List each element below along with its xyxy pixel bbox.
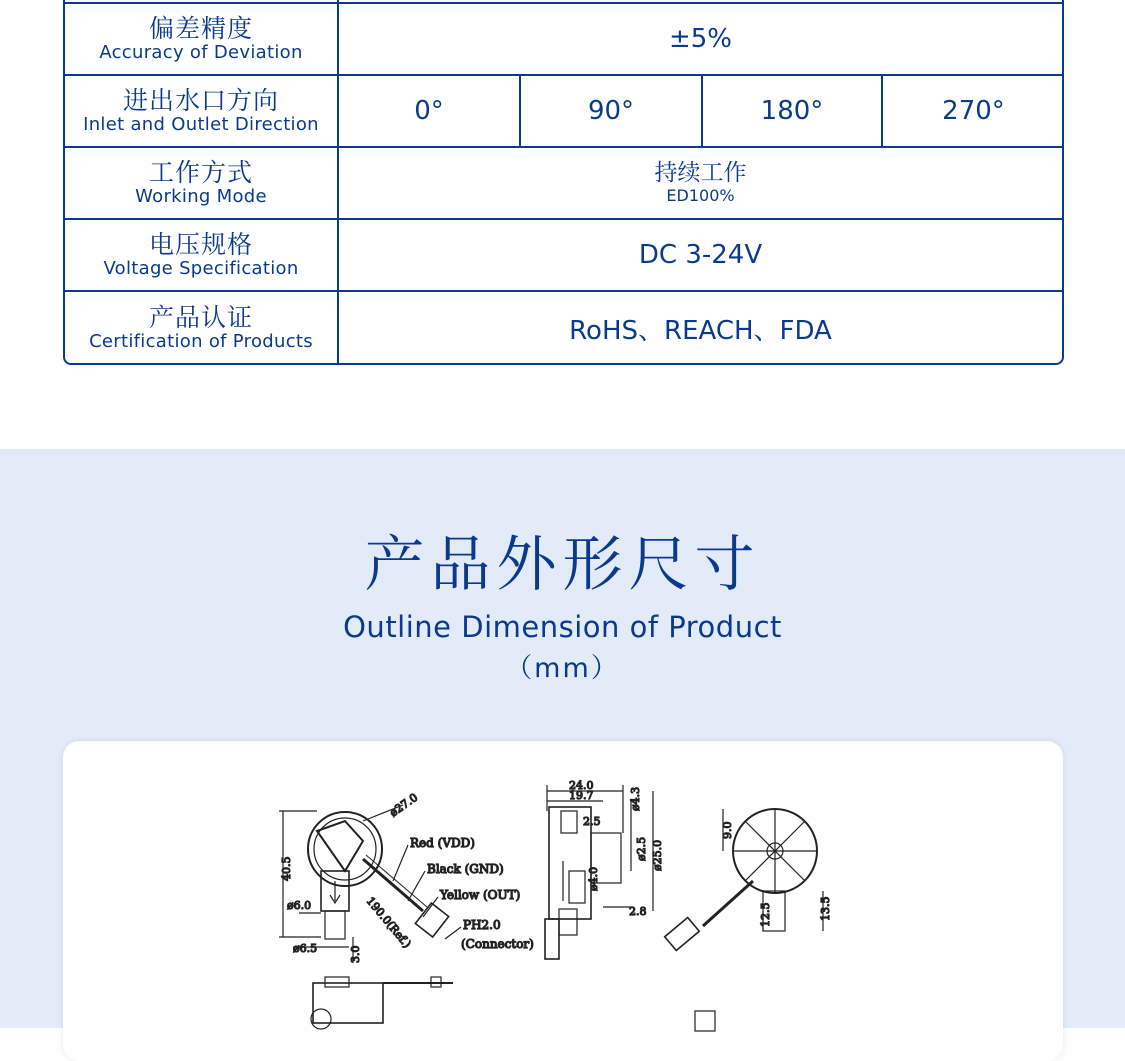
label-cell (65, 292, 339, 364)
value-cn: 持续工作 (654, 160, 747, 186)
dim-label: 24.0 (569, 779, 594, 792)
value-en: ED100% (666, 186, 735, 205)
table-row-certification (65, 292, 1062, 364)
connector-type-label: (Connector) (461, 937, 534, 951)
dim-label: 2.8 (629, 905, 647, 918)
dim-label: 19.7 (569, 789, 594, 802)
label-en: Accuracy of Deviation (99, 42, 303, 63)
wire-label-yellow: Yellow (OUT) (440, 888, 521, 902)
dim-label: ø6.5 (293, 942, 318, 955)
label-cell (65, 220, 339, 290)
label-en: Voltage Specification (103, 258, 299, 279)
dim-label: 190.0(Ref.) (363, 894, 414, 951)
dimension-drawing-card (63, 741, 1063, 1061)
dim-label: 12.5 (759, 902, 772, 927)
label-cn: 工作方式 (148, 158, 253, 187)
dim-label: 13.5 (819, 896, 832, 921)
dim-label: ø4.0 (587, 866, 600, 891)
wire-label-black: Black (GND) (427, 862, 504, 876)
direction-cell-90: 90° (521, 76, 703, 146)
dim-label: ø6.0 (287, 899, 312, 912)
dim-label: ø4.3 (629, 786, 642, 811)
value-cell: ±5% (668, 24, 733, 54)
spec-table (63, 0, 1064, 365)
dim-label: 3.0 (349, 945, 362, 963)
dim-label: ø2.5 (635, 836, 648, 861)
label-en: Inlet and Outlet Direction (83, 114, 319, 135)
section-title-en: Outline Dimension of Product (343, 610, 782, 644)
label-cn: 产品认证 (148, 303, 253, 332)
dim-label: 9.0 (721, 821, 734, 839)
dim-label: ø27.0 (387, 790, 421, 820)
wire-label-red: Red (VDD) (410, 836, 475, 850)
rear-view-drawing (665, 809, 823, 951)
table-row-working-mode (65, 148, 1062, 220)
dim-label: ø25.0 (651, 839, 664, 871)
connector-label: PH2.0 (463, 918, 501, 932)
label-cn: 电压规格 (148, 230, 253, 259)
table-row-direction (65, 76, 1062, 148)
value-cell: DC 3-24V (638, 240, 763, 270)
label-cell (65, 4, 339, 74)
label-cell (65, 76, 339, 146)
direction-cell-270: 270° (942, 96, 1005, 126)
label-en: Certification of Products (89, 331, 313, 352)
section-title-cn: 产品外形尺寸 (364, 530, 761, 600)
outline-section (0, 449, 1125, 1028)
label-cell (65, 148, 339, 218)
value-cell: RoHS、REACH、FDA (569, 315, 832, 346)
label-cell (65, 0, 339, 2)
bottom-view-drawing (311, 977, 715, 1031)
label-cn: 偏差精度 (148, 14, 253, 43)
value-cell (339, 148, 1062, 218)
direction-cell-0: 0° (339, 76, 521, 146)
dim-label: 2.5 (583, 815, 601, 828)
dimension-drawing (63, 741, 1063, 1061)
table-row-voltage (65, 220, 1062, 292)
section-unit: （mm） (505, 653, 620, 684)
table-row-accuracy (65, 4, 1062, 76)
label-cn: 进出水口方向 (122, 86, 279, 115)
dim-label: 40.5 (280, 856, 293, 881)
direction-cell-180: 180° (703, 76, 883, 146)
label-en: Working Mode (135, 186, 267, 207)
front-view-drawing (279, 805, 461, 963)
